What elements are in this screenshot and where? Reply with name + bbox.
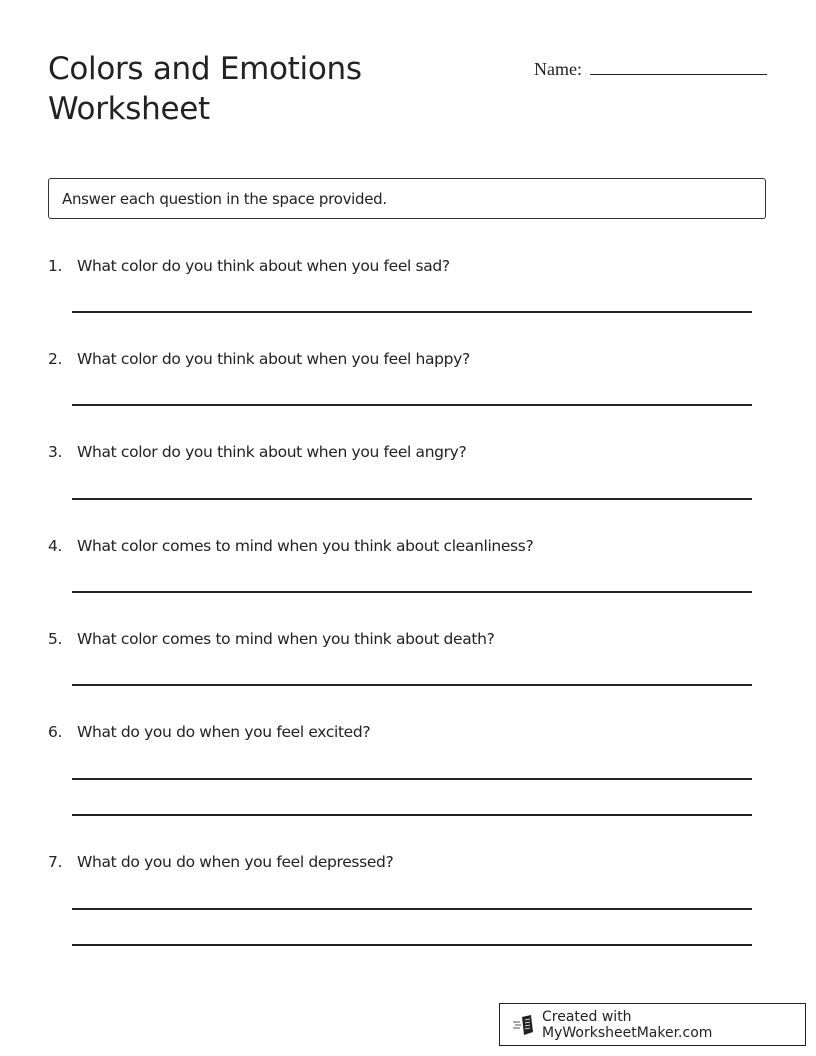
question-text: What color do you think about when you feel sad?: [77, 257, 450, 275]
question-number: 1.: [48, 257, 63, 275]
question-1: [48, 257, 752, 275]
answer-line[interactable]: [72, 908, 752, 910]
answer-line[interactable]: [72, 591, 752, 593]
worksheet-maker-logo-icon: [512, 1014, 536, 1036]
question-number: 5.: [48, 630, 63, 648]
footer-text: Created with MyWorksheetMaker.com: [542, 1008, 713, 1041]
question-4: [48, 537, 752, 555]
question-text: What color do you think about when you feel angry?: [77, 443, 467, 461]
question-number: 7.: [48, 853, 63, 871]
question-3: [48, 443, 752, 461]
footer-badge[interactable]: [499, 1003, 806, 1046]
answer-line[interactable]: [72, 684, 752, 686]
title-line-1: Colors and Emotions: [48, 51, 362, 87]
question-text: What do you do when you feel excited?: [77, 723, 371, 741]
answer-line[interactable]: [72, 498, 752, 500]
answer-line[interactable]: [72, 944, 752, 946]
answer-line[interactable]: [72, 814, 752, 816]
question-6: [48, 723, 752, 741]
instructions-box: [48, 178, 766, 219]
name-blank-line[interactable]: [590, 52, 767, 75]
answer-line[interactable]: [72, 778, 752, 780]
question-text: What color do you think about when you feel happy?: [77, 350, 470, 368]
question-number: 2.: [48, 350, 63, 368]
answer-line[interactable]: [72, 404, 752, 406]
name-field: [534, 52, 767, 80]
question-7: [48, 853, 752, 871]
question-number: 3.: [48, 443, 63, 461]
question-text: What do you do when you feel depressed?: [77, 853, 394, 871]
name-label: Name:: [534, 59, 582, 79]
question-2: [48, 350, 752, 368]
question-number: 6.: [48, 723, 63, 741]
answer-line[interactable]: [72, 311, 752, 313]
instructions-text: Answer each question in the space provided.: [62, 189, 387, 208]
worksheet-title: [48, 49, 362, 129]
question-number: 4.: [48, 537, 63, 555]
title-line-2: Worksheet: [48, 91, 210, 127]
question-text: What color comes to mind when you think about death?: [77, 630, 495, 648]
question-text: What color comes to mind when you think about cleanliness?: [77, 537, 534, 555]
question-5: [48, 630, 752, 648]
